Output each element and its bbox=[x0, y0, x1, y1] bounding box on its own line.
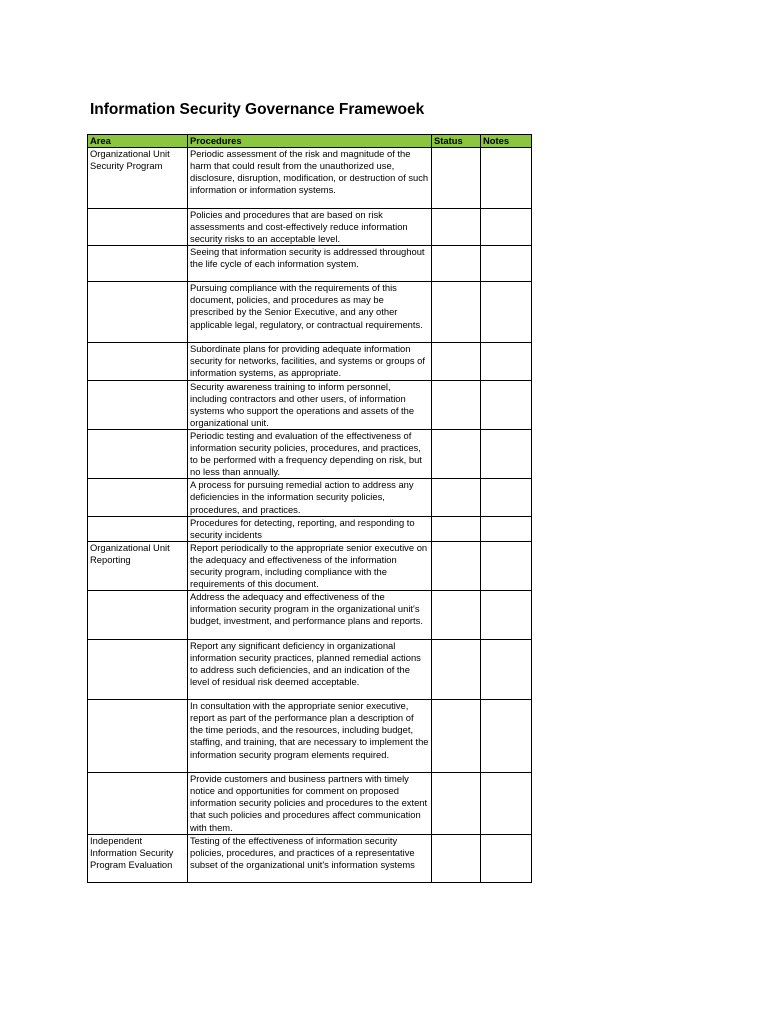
status-cell bbox=[432, 479, 481, 516]
procedure-cell: Periodic assessment of the risk and magnitude of the harm that could result from the unauthorized use, disclosure, disruption, modification, or destruction of such information or information systems. bbox=[188, 148, 432, 209]
area-cell bbox=[88, 516, 188, 541]
table-row bbox=[88, 429, 532, 478]
procedure-cell: Procedures for detecting, reporting, and responding to security incidents bbox=[188, 516, 432, 541]
area-cell bbox=[88, 591, 188, 640]
status-cell bbox=[432, 834, 481, 882]
status-cell bbox=[432, 282, 481, 343]
table-row bbox=[88, 380, 532, 429]
procedure-cell: In consultation with the appropriate senior executive, report as part of the performance plan a description of the time periods, and the resources, including budget, staffing, and training, that are necessary to implement the information security program elements required. bbox=[188, 700, 432, 773]
header-procedures: Procedures bbox=[188, 135, 432, 148]
area-cell bbox=[88, 343, 188, 380]
notes-cell bbox=[481, 282, 532, 343]
table-row bbox=[88, 209, 532, 246]
table-row bbox=[88, 640, 532, 700]
header-status: Status bbox=[432, 135, 481, 148]
area-cell bbox=[88, 479, 188, 516]
procedure-cell: Subordinate plans for providing adequate information security for networks, facilities, and systems or groups of information systems, as appropriate. bbox=[188, 343, 432, 380]
status-cell bbox=[432, 343, 481, 380]
status-cell bbox=[432, 773, 481, 834]
table-row bbox=[88, 246, 532, 282]
procedure-cell: A process for pursuing remedial action to address any deficiencies in the information security policies, procedures, and practices. bbox=[188, 479, 432, 516]
notes-cell bbox=[481, 429, 532, 478]
governance-table bbox=[87, 134, 532, 883]
header-notes: Notes bbox=[481, 135, 532, 148]
procedure-cell: Report any significant deficiency in organizational information security practices, planned remedial actions to address such deficiencies, and an indication of the level of residual risk deemed acceptable. bbox=[188, 640, 432, 700]
notes-cell bbox=[481, 380, 532, 429]
table-row bbox=[88, 479, 532, 516]
notes-cell bbox=[481, 209, 532, 246]
area-cell: Organizational Unit Reporting bbox=[88, 541, 188, 590]
area-cell: Organizational Unit Security Program bbox=[88, 148, 188, 209]
area-cell bbox=[88, 380, 188, 429]
procedure-cell: Security awareness training to inform personnel, including contractors and other users, of information systems who support the operations and assets of the organizational unit. bbox=[188, 380, 432, 429]
table-header-row bbox=[88, 135, 532, 148]
header-area: Area bbox=[88, 135, 188, 148]
table-row bbox=[88, 282, 532, 343]
procedure-cell: Policies and procedures that are based on risk assessments and cost-effectively reduce information security risks to an acceptable level. bbox=[188, 209, 432, 246]
procedure-cell: Testing of the effectiveness of information security policies, procedures, and practices of a representative subset of the organizational unit's information systems bbox=[188, 834, 432, 882]
table-row bbox=[88, 773, 532, 834]
notes-cell bbox=[481, 834, 532, 882]
table-row bbox=[88, 343, 532, 380]
status-cell bbox=[432, 429, 481, 478]
procedure-cell: Address the adequacy and effectiveness of the information security program in the organizational unit's budget, investment, and performance plans and reports. bbox=[188, 591, 432, 640]
notes-cell bbox=[481, 541, 532, 590]
procedure-cell: Report periodically to the appropriate senior executive on the adequacy and effectiveness of the information security program, including compliance with the requirements of this document. bbox=[188, 541, 432, 590]
notes-cell bbox=[481, 343, 532, 380]
status-cell bbox=[432, 700, 481, 773]
area-cell bbox=[88, 700, 188, 773]
notes-cell bbox=[481, 773, 532, 834]
status-cell bbox=[432, 380, 481, 429]
procedure-cell: Provide customers and business partners with timely notice and opportunities for comment on proposed information security policies and procedures to the extent that such policies and procedures affect communication with them. bbox=[188, 773, 432, 834]
procedure-cell: Pursuing compliance with the requirements of this document, policies, and procedures as may be prescribed by the Senior Executive, and any other applicable legal, regulatory, or contractual requirements. bbox=[188, 282, 432, 343]
area-cell bbox=[88, 773, 188, 834]
notes-cell bbox=[481, 516, 532, 541]
procedure-cell: Periodic testing and evaluation of the effectiveness of information security policies, procedures, and practices, to be performed with a frequency depending on risk, but no less than annually. bbox=[188, 429, 432, 478]
status-cell bbox=[432, 148, 481, 209]
status-cell bbox=[432, 516, 481, 541]
status-cell bbox=[432, 640, 481, 700]
area-cell bbox=[88, 640, 188, 700]
procedure-cell: Seeing that information security is addressed throughout the life cycle of each information system. bbox=[188, 246, 432, 282]
status-cell bbox=[432, 591, 481, 640]
document-title: Information Security Governance Framewoek bbox=[90, 101, 425, 118]
area-cell bbox=[88, 209, 188, 246]
area-cell: Independent Information Security Program Evaluation bbox=[88, 834, 188, 882]
status-cell bbox=[432, 209, 481, 246]
notes-cell bbox=[481, 479, 532, 516]
notes-cell bbox=[481, 591, 532, 640]
table-row bbox=[88, 834, 532, 882]
table-row bbox=[88, 541, 532, 590]
status-cell bbox=[432, 541, 481, 590]
table-row bbox=[88, 700, 532, 773]
notes-cell bbox=[481, 640, 532, 700]
notes-cell bbox=[481, 246, 532, 282]
area-cell bbox=[88, 429, 188, 478]
notes-cell bbox=[481, 148, 532, 209]
table-row bbox=[88, 591, 532, 640]
area-cell bbox=[88, 282, 188, 343]
area-cell bbox=[88, 246, 188, 282]
table-row bbox=[88, 516, 532, 541]
status-cell bbox=[432, 246, 481, 282]
notes-cell bbox=[481, 700, 532, 773]
table-row bbox=[88, 148, 532, 209]
